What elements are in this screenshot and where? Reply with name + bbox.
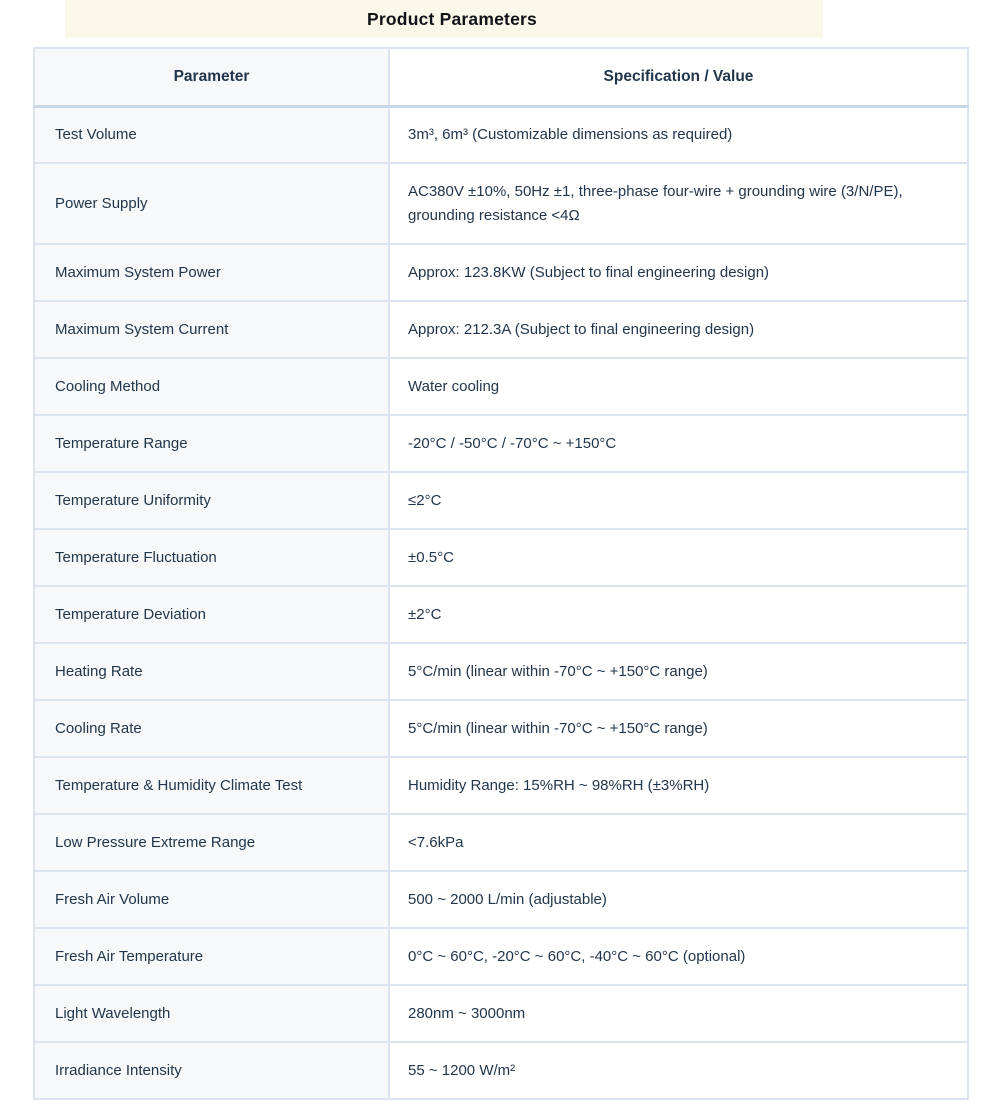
parameter-cell: Temperature Deviation bbox=[34, 586, 389, 643]
parameter-cell: Light Wavelength bbox=[34, 985, 389, 1042]
table-row bbox=[34, 928, 968, 985]
value-cell: 5°C/min (linear within -70°C ~ +150°C range) bbox=[389, 700, 968, 757]
table-row bbox=[34, 244, 968, 301]
parameter-cell: Temperature Fluctuation bbox=[34, 529, 389, 586]
parameter-cell: Temperature Range bbox=[34, 415, 389, 472]
table-row bbox=[34, 700, 968, 757]
parameter-cell: Maximum System Power bbox=[34, 244, 389, 301]
value-cell: <7.6kPa bbox=[389, 814, 968, 871]
value-cell: 280nm ~ 3000nm bbox=[389, 985, 968, 1042]
title-band bbox=[65, 0, 823, 38]
parameter-cell: Temperature Uniformity bbox=[34, 472, 389, 529]
param-table-body bbox=[34, 106, 968, 1099]
table-row bbox=[34, 529, 968, 586]
value-cell: Humidity Range: 15%RH ~ 98%RH (±3%RH) bbox=[389, 757, 968, 814]
value-cell: 55 ~ 1200 W/m² bbox=[389, 1042, 968, 1099]
table-row bbox=[34, 163, 968, 244]
table-row bbox=[34, 358, 968, 415]
parameter-cell: Temperature & Humidity Climate Test bbox=[34, 757, 389, 814]
table-row bbox=[34, 106, 968, 163]
specification-column-header: Specification / Value bbox=[389, 48, 968, 106]
value-cell: 0°C ~ 60°C, -20°C ~ 60°C, -40°C ~ 60°C (optional) bbox=[389, 928, 968, 985]
value-cell: ±2°C bbox=[389, 586, 968, 643]
table-row bbox=[34, 814, 968, 871]
product-parameters-table bbox=[33, 47, 969, 1100]
value-cell: Approx: 123.8KW (Subject to final engineering design) bbox=[389, 244, 968, 301]
parameter-cell: Irradiance Intensity bbox=[34, 1042, 389, 1099]
table-row bbox=[34, 301, 968, 358]
value-cell: 500 ~ 2000 L/min (adjustable) bbox=[389, 871, 968, 928]
parameter-cell: Fresh Air Volume bbox=[34, 871, 389, 928]
value-cell: 3m³, 6m³ (Customizable dimensions as required) bbox=[389, 106, 968, 163]
value-cell: AC380V ±10%, 50Hz ±1, three-phase four-wire + grounding wire (3/N/PE), grounding resistance <4Ω bbox=[389, 163, 968, 244]
parameter-cell: Fresh Air Temperature bbox=[34, 928, 389, 985]
table-row bbox=[34, 586, 968, 643]
value-cell: ≤2°C bbox=[389, 472, 968, 529]
value-cell: Approx: 212.3A (Subject to final engineering design) bbox=[389, 301, 968, 358]
parameter-cell: Cooling Rate bbox=[34, 700, 389, 757]
parameter-cell: Maximum System Current bbox=[34, 301, 389, 358]
table-row bbox=[34, 757, 968, 814]
table-row bbox=[34, 472, 968, 529]
parameter-cell: Heating Rate bbox=[34, 643, 389, 700]
page-title: Product Parameters bbox=[367, 8, 537, 29]
value-cell: ±0.5°C bbox=[389, 529, 968, 586]
table-row bbox=[34, 871, 968, 928]
table-row bbox=[34, 415, 968, 472]
table-header-row bbox=[34, 48, 968, 106]
table-row bbox=[34, 643, 968, 700]
value-cell: -20°C / -50°C / -70°C ~ +150°C bbox=[389, 415, 968, 472]
table-row bbox=[34, 1042, 968, 1099]
parameter-cell: Test Volume bbox=[34, 106, 389, 163]
value-cell: 5°C/min (linear within -70°C ~ +150°C range) bbox=[389, 643, 968, 700]
value-cell: Water cooling bbox=[389, 358, 968, 415]
parameter-cell: Low Pressure Extreme Range bbox=[34, 814, 389, 871]
parameter-cell: Power Supply bbox=[34, 163, 389, 244]
table-row bbox=[34, 985, 968, 1042]
parameter-column-header: Parameter bbox=[34, 48, 389, 106]
parameter-cell: Cooling Method bbox=[34, 358, 389, 415]
